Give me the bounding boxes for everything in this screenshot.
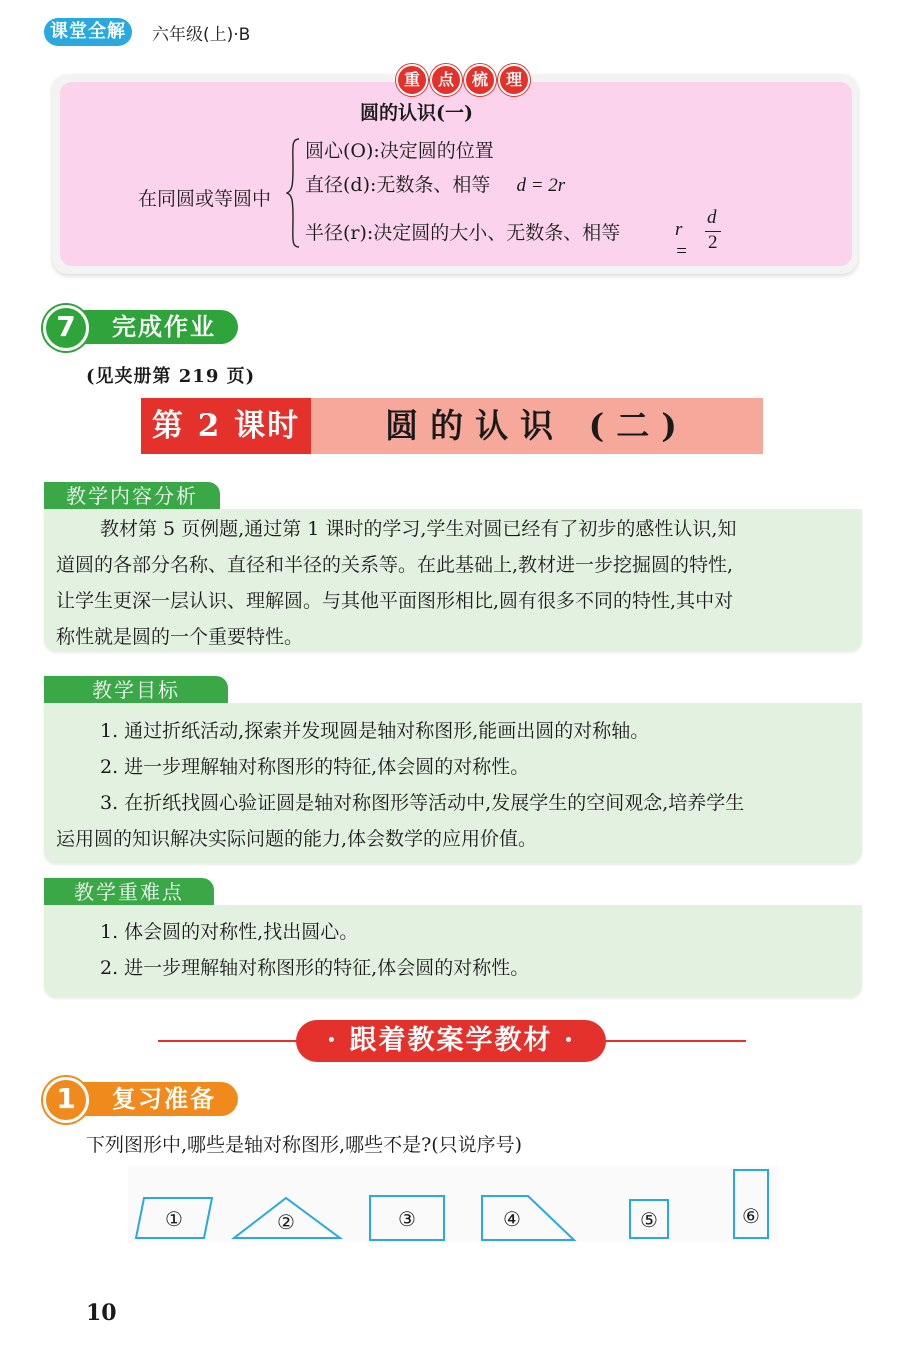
badge-char: 点 bbox=[430, 64, 462, 96]
divider-label: · 跟着教案学教材 · bbox=[296, 1020, 606, 1062]
shape-trapezoid bbox=[482, 1196, 574, 1240]
key-difficult-item: 1. 体会圆的对称性,找出圆心。 bbox=[100, 921, 359, 943]
homework-reference: (见夹册第 219 页) bbox=[86, 366, 256, 387]
diameter-text: 直径(d):无数条、相等 bbox=[305, 174, 491, 196]
badge-char: 梳 bbox=[464, 64, 496, 96]
shape-label: ⑥ bbox=[742, 1204, 760, 1228]
key-difficult-tab: 教学重难点 bbox=[44, 878, 214, 906]
content-analysis-tab: 教学内容分析 bbox=[44, 482, 220, 510]
content-line: 称性就是圆的一个重要特性。 bbox=[56, 626, 304, 648]
shapes-figure bbox=[128, 1166, 778, 1246]
shape-label: ① bbox=[165, 1207, 183, 1231]
brace-icon bbox=[286, 138, 300, 248]
key-points-badge bbox=[396, 64, 530, 96]
lesson-title: 圆的认识 (二) bbox=[311, 398, 763, 454]
objective-item: 2. 进一步理解轴对称图形的特征,体会圆的对称性。 bbox=[100, 756, 530, 778]
brand-logo: 课堂全解 bbox=[44, 18, 132, 46]
shape-label: ② bbox=[277, 1210, 295, 1234]
lesson-tag: 第 2 课时 bbox=[141, 398, 311, 454]
badge-char: 理 bbox=[498, 64, 530, 96]
radius-formula-denominator: 2 bbox=[708, 232, 718, 253]
homework-title: 完成作业 bbox=[64, 310, 238, 344]
shape-label: ③ bbox=[398, 1207, 416, 1231]
key-points-title: 圆的认识(一) bbox=[360, 102, 473, 124]
page-number: 10 bbox=[86, 1300, 117, 1326]
objective-item: 3. 在折纸找圆心验证圆是轴对称图形等活动中,发展学生的空间观念,培养学生 bbox=[100, 792, 745, 814]
review-title: 复习准备 bbox=[64, 1082, 238, 1116]
key-difficult-item: 2. 进一步理解轴对称图形的特征,体会圆的对称性。 bbox=[100, 957, 530, 979]
shape-label: ④ bbox=[503, 1207, 521, 1231]
review-number-icon: 1 bbox=[43, 1077, 89, 1123]
key-points-line-radius: 半径(r):决定圆的大小、无数条、相等 bbox=[305, 222, 621, 244]
objective-item: 运用圆的知识解决实际问题的能力,体会数学的应用价值。 bbox=[56, 828, 538, 850]
content-line: 道圆的各部分名称、直径和半径的关系等。在此基础上,教材进一步挖掘圆的特性, bbox=[56, 554, 734, 576]
homework-number-icon: 7 bbox=[43, 305, 89, 351]
objectives-tab: 教学目标 bbox=[44, 676, 228, 704]
objective-item: 1. 通过折纸活动,探索并发现圆是轴对称图形,能画出圆的对称轴。 bbox=[100, 720, 650, 742]
content-line: 让学生更深一层认识、理解圆。与其他平面图形相比,圆有很多不同的特性,其中对 bbox=[56, 590, 734, 612]
radius-formula-lhs: r = bbox=[675, 219, 688, 262]
radius-formula-numerator: d bbox=[707, 207, 717, 228]
review-question: 下列图形中,哪些是轴对称图形,哪些不是?(只说序号) bbox=[86, 1134, 523, 1156]
key-points-line-center: 圆心(O):决定圆的位置 bbox=[305, 140, 494, 162]
key-points-line-diameter bbox=[305, 170, 565, 197]
key-points-lead: 在同圆或等圆中 bbox=[138, 188, 272, 210]
content-line: 教材第 5 页例题,通过第 1 课时的学习,学生对圆已经有了初步的感性认识,知 bbox=[100, 518, 737, 540]
grade-label: 六年级(上)·B bbox=[152, 25, 251, 45]
badge-char: 重 bbox=[396, 64, 428, 96]
diameter-formula: d = 2r bbox=[516, 175, 566, 196]
shape-label: ⑤ bbox=[640, 1208, 658, 1232]
